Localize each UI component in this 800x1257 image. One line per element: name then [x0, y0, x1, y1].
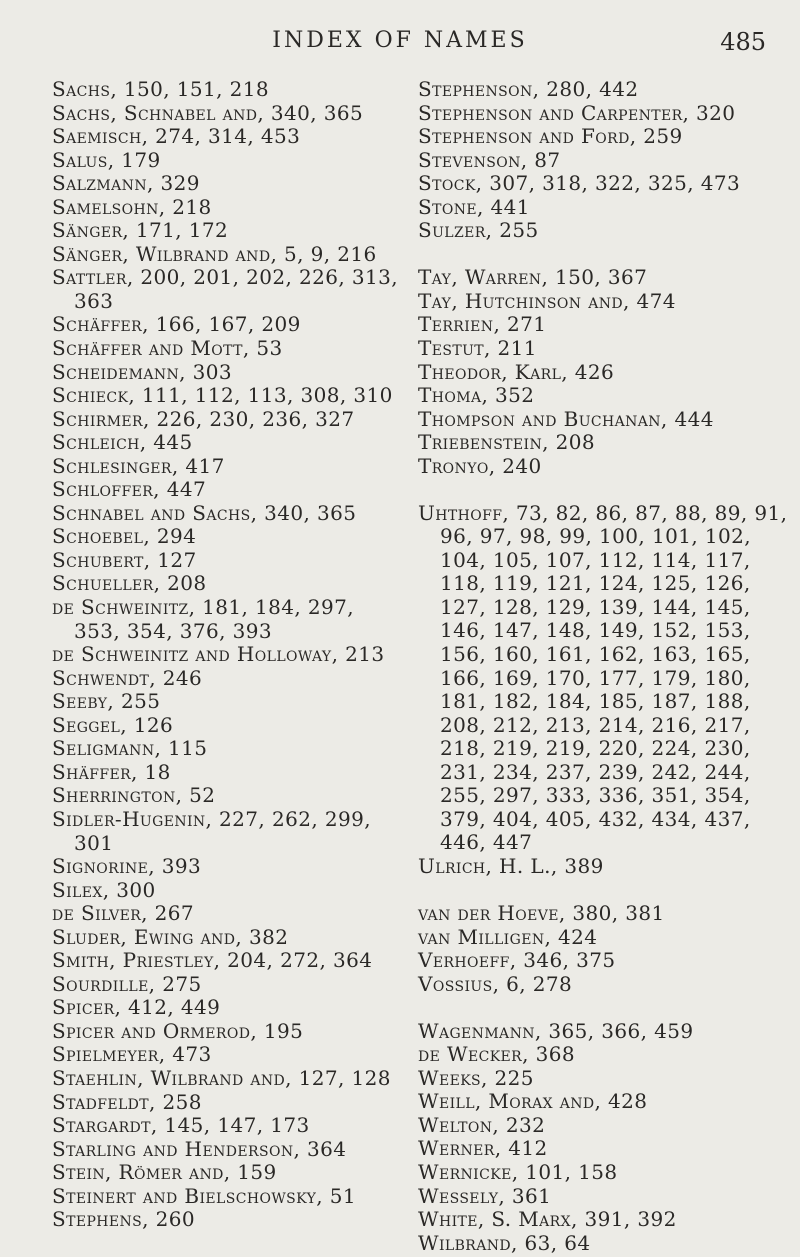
index-entry: Wernicke, 101, 158	[418, 1159, 618, 1184]
index-entry: Wilbrand, 63, 64	[418, 1230, 591, 1255]
index-entry: Samelsohn, 218	[52, 194, 212, 219]
running-head	[0, 28, 800, 58]
index-entry: Staehlin, Wilbrand and, 127, 128	[52, 1065, 391, 1090]
index-group-t	[418, 266, 790, 478]
index-entry: Sachs, 150, 151, 218	[52, 77, 269, 101]
index-entry: de Schweinitz and Holloway, 213	[52, 642, 385, 667]
index-entry: Schirmer, 226, 230, 236, 327	[52, 406, 355, 431]
index-group-w	[418, 1020, 790, 1255]
index-entry: Signorine, 393	[52, 854, 202, 879]
index-entry: Weill, Morax and, 428	[418, 1089, 648, 1114]
index-entry: Ulrich, H. L., 389	[418, 853, 604, 878]
index-entry: Sidler-Hugenin, 227, 262, 299, 301	[52, 806, 371, 855]
index-entry: Tay, Warren, 150, 367	[418, 265, 648, 290]
index-entry: Shäffer, 18	[52, 759, 171, 784]
index-entry: Thoma, 352	[418, 383, 535, 408]
index-entry: Welton, 232	[418, 1112, 546, 1137]
index-entry: Sänger, Wilbrand and, 5, 9, 216	[52, 241, 377, 266]
page-number: 485	[720, 28, 766, 56]
index-entry: Stevenson, 87	[418, 147, 561, 172]
index-entry: Stadfeldt, 258	[52, 1089, 202, 1114]
group-gap	[418, 996, 790, 1020]
index-entry: Stargardt, 145, 147, 173	[52, 1113, 310, 1138]
index-entry: Wessely, 361	[418, 1183, 552, 1208]
index-entry: Spielmeyer, 473	[52, 1042, 212, 1067]
index-entry: de Silver, 267	[52, 901, 195, 926]
index-entry: Vossius, 6, 278	[418, 971, 573, 996]
index-entry: Uhthoff, 73, 82, 86, 87, 88, 89, 91, 96, 97, 98, 99, 100, 101, 102, 104, 105, 107, 112, 114, 117, 118, 119, 121, 124, 125, 126, 127, 128, 129, 139, 144, 145, 146, 147, 148, 149, 152, 153, 156, 160, 161, 162, 163, 165, 166, 169, 170, 177, 179, 180, 181, 182, 184, 185, 187, 188, 208, 212, 213, 214, 216, 217, 218, 219, 219, 220, 224, 230, 231, 234, 237, 239, 242, 244, 255, 297, 333, 336, 351, 354, 379, 404, 405, 432, 434, 437, 446, 447	[418, 500, 788, 855]
index-entry: Smith, Priestley, 204, 272, 364	[52, 948, 373, 973]
index-entry: Spicer, 412, 449	[52, 995, 221, 1020]
index-entry: Silex, 300	[52, 877, 156, 902]
index-entry: Weeks, 225	[418, 1065, 534, 1090]
group-gap	[418, 478, 790, 502]
index-entry: Verhoeff, 346, 375	[418, 948, 616, 973]
index-entry: Starling and Henderson, 364	[52, 1136, 347, 1161]
index-entry: Stone, 441	[418, 194, 530, 219]
index-entry: Schoebel, 294	[52, 524, 197, 549]
index-entry: Schueller, 208	[52, 571, 207, 596]
index-entry: Schubert, 127	[52, 547, 197, 572]
index-entry: van der Hoeve, 380, 381	[418, 901, 665, 925]
right-column	[418, 78, 790, 1255]
index-entry: de Schweinitz, 181, 184, 297, 353, 354, 376, 393	[52, 595, 355, 643]
index-entry: Wagenmann, 365, 366, 459	[418, 1018, 694, 1043]
index-entry: Tay, Hutchinson and, 474	[418, 288, 676, 313]
index-entry: Salus, 179	[52, 147, 161, 172]
index-entry: Theodor, Karl, 426	[418, 359, 615, 384]
index-entry: Schleich, 445	[52, 430, 193, 455]
index-entry: Seggel, 126	[52, 712, 174, 737]
index-entry: Stephenson and Carpenter, 320	[418, 100, 736, 125]
index-group-u	[418, 502, 790, 879]
index-entry: Schieck, 111, 112, 113, 308, 310	[52, 383, 393, 408]
index-entry: Schnabel and Sachs, 340, 365	[52, 500, 357, 525]
index-entry: Schäffer and Mott, 53	[52, 336, 283, 361]
index-entry: Sattler, 200, 201, 202, 226, 313, 363	[52, 265, 399, 313]
index-entry: Sänger, 171, 172	[52, 218, 229, 243]
index-entry: Sluder, Ewing and, 382	[52, 924, 289, 949]
index-entry: Schlesinger, 417	[52, 453, 225, 478]
index-entry: Werner, 412	[418, 1136, 548, 1161]
group-gap	[418, 243, 790, 267]
index-entry: van Milligen, 424	[418, 924, 598, 949]
index-group-s	[418, 78, 790, 243]
index-entry: Stephenson, 280, 442	[418, 77, 639, 101]
index-entry: Steinert and Bielschowsky, 51	[52, 1183, 356, 1208]
index-entry: Saemisch, 274, 314, 453	[52, 124, 301, 149]
index-entry: Salzmann, 329	[52, 171, 200, 196]
index-entry: Seligmann, 115	[52, 736, 208, 761]
index-entry: Schloffer, 447	[52, 477, 207, 502]
index-entry: Sulzer, 255	[418, 218, 539, 243]
index-entry: de Wecker, 368	[418, 1042, 575, 1067]
index-entry: Testut, 211	[418, 335, 537, 360]
index-entry: Terrien, 271	[418, 312, 547, 337]
index-entry: Spicer and Ormerod, 195	[52, 1018, 304, 1043]
index-entry: Schäffer, 166, 167, 209	[52, 312, 301, 337]
index-entry: Scheidemann, 303	[52, 359, 233, 384]
index-entry: Stephens, 260	[52, 1207, 196, 1232]
left-column	[52, 78, 404, 1232]
index-entry: Stock, 307, 318, 322, 325, 473	[418, 171, 741, 196]
group-gap	[418, 879, 790, 903]
index-entry: Sourdille, 275	[52, 971, 202, 996]
index-entry: Schwendt, 246	[52, 665, 203, 690]
index-entry: Sachs, Schnabel and, 340, 365	[52, 100, 364, 125]
index-entry: Stein, Römer and, 159	[52, 1160, 277, 1185]
index-entry: White, S. Marx, 391, 392	[418, 1207, 677, 1232]
index-entry: Triebenstein, 208	[418, 430, 596, 455]
index-entry: Seeby, 255	[52, 689, 161, 714]
index-entry: Stephenson and Ford, 259	[418, 124, 683, 149]
index-entry: Thompson and Buchanan, 444	[418, 406, 714, 431]
page-title: INDEX OF NAMES	[272, 28, 528, 53]
index-entry: Tronyo, 240	[418, 453, 542, 478]
index-group-v	[418, 902, 790, 996]
index-entry: Sherrington, 52	[52, 783, 216, 808]
